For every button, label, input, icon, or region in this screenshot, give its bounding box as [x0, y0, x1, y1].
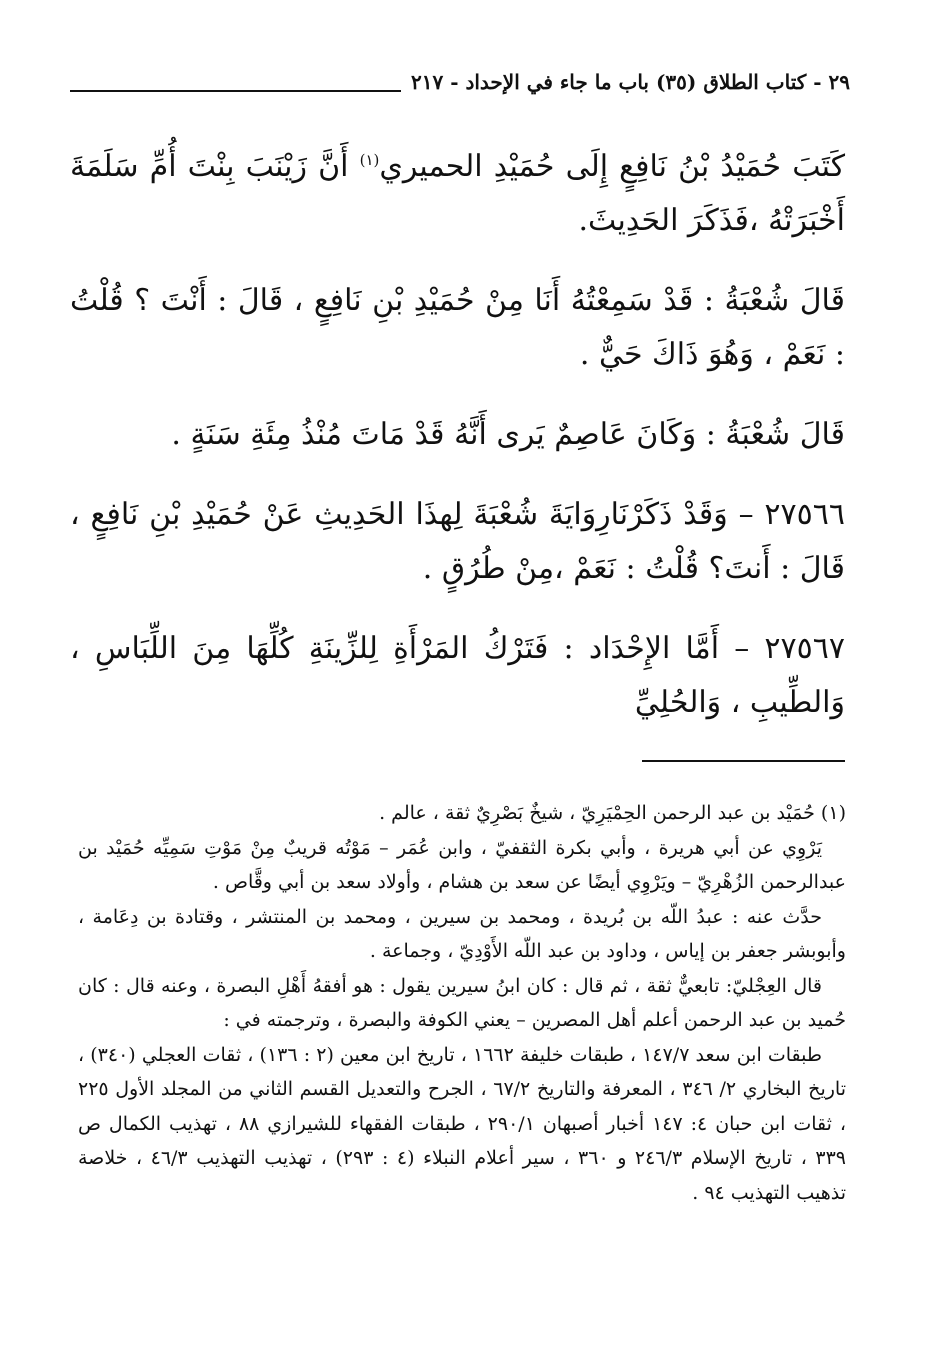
paragraph-27566: ٢٧٥٦٦ – وَقَدْ ذَكَرْنَارِوَايَةَ شُعْبَةَ لِهذَا الحَدِيثِ عَنْ حُمَيْدِ بْنِ نَافِعٍ ، قَالَ : أَنتَ؟ قُلْتُ : نَعَمْ ،مِنْ طُرُقٍ . — [70, 497, 845, 586]
running-title: ٢٩ - كتاب الطلاق (٣٥) باب ما جاء في الإحداد - ٢١٧ — [401, 70, 850, 94]
footnote-reference[interactable]: (١) — [359, 151, 380, 169]
footnote-1-heading: (١) حُمَيْد بن عبد الرحمن الحِمْيَرِيّ ، شيخٌ بَصْرِيٌ ثقة ، عالم . — [379, 802, 846, 824]
paragraph-3: قَالَ شُعْبَةُ : وَكَانَ عَاصِمٌ يَرى أَنَّهُ قَدْ مَاتَ مُنْذُ مِئَةِ سَنَةٍ . — [171, 417, 845, 452]
footnotes — [78, 796, 846, 1210]
paragraph-2: قَالَ شُعْبَةُ : قَدْ سَمِعْتُهُ أَنَا مِنْ حُمَيْدِ بْنِ نَافِعٍ ، قَالَ : أَنْتَ ؟ قُلْتُ : نَعَمْ ، وَهُوَ ذَاكَ حَيٌّ . — [70, 283, 845, 372]
paragraph-1-text-b: أَنَّ زَيْنَبَ بِنْتَ أُمِّ سَلَمَةَ أَخْبَرَتْهُ ،فَذَكَرَ الحَدِيثَ. — [70, 149, 845, 238]
paragraph-27567: ٢٧٥٦٧ – أَمَّا الإِحْدَاد : فَتَرْكُ المَرْأَةِ لِلزِّينَةِ كُلِّهَا مِنَ اللِّبَاسِ ، وَالطِّيبِ ، وَالحُلِيِّ — [70, 631, 845, 720]
paragraph-1 — [70, 140, 845, 248]
footnote-1-sources: طبقات ابن سعد ١٤٧/٧ ، طبقات خليفة ١٦٦٢ ، تاريخ ابن معين (٢ : ١٣٦) ، ثقات العجلي (٣٤٠) ، تاريخ البخاري ٢/ ٣٤٦ ، المعرفة والتاريخ ٦٧/٢ ، الجرح والتعديل القسم الثاني من المجلد الأول ٢٢٥ ، ثقات ابن حبان ٤: ١٤٧ أخبار أصبهان ٢٩٠/١ ، طبقات الفقهاء للشيرازي ٨٨ ، تهذيب الكمال ص ٣٣٩ ، تاريخ الإسلام ٢٤٦/٣ و ٣٦٠ ، سير أعلام النبلاء (٤ : ٢٩٣) ، تهذيب التهذيب ٤٦/٣ ، خلاصة تذهيب التهذيب ٩٤ . — [78, 1043, 847, 1204]
main-text — [70, 140, 845, 756]
footnote-separator — [642, 760, 845, 762]
footnote-1-narrators: حدَّث عنه : عبدُ اللّه بن بُريدة ، ومحمد بن سيرين ، ومحمد بن المنتشر ، وقتادة بن دِعَامة ، وأبوبشر جعفر بن إياس ، وداود بن عبد اللّه الأَوْدِيّ ، وجماعة . — [78, 905, 846, 962]
footnote-1-narrates-from: يَرْوِي عن أبي هريرة ، وأبي بكرة الثقفيّ ، وابن عُمَر – مَوْتُه قريبٌ مِنْ مَوْتِ سَمِيِّه حُمَيْد بن عبدالرحمن الزُهْرِيّ – ويَرْوِي أيضًا عن سعد بن هشام ، وأولاد سعد بن أبي وقَّاص . — [78, 836, 846, 893]
footnote-1-ijli-quote: قال العِجْليّ: تابعيٌّ ثقة ، ثم قال : كان ابنُ سيرين يقول : هو أفقهُ أَهْلِ البصرة ، وعنه قال : كان حُميد بن عبد الرحمن أعلم أهل المصرين – يعني الكوفة والبصرة ، وترجمته في : — [78, 974, 846, 1031]
running-header — [70, 70, 850, 106]
paragraph-1-text-a: كَتَبَ حُمَيْدُ بْنُ نَافِعٍ إِلَى حُمَيْدِ الحميري — [379, 149, 846, 184]
